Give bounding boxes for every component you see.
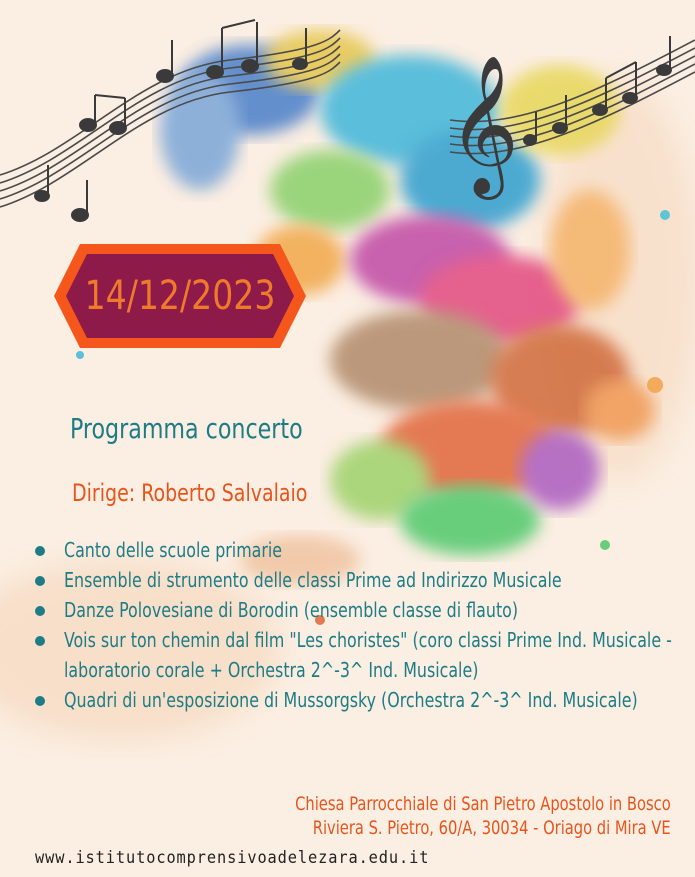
program-item: Danze Polovesiane di Borodin (ensemble classe di flauto) — [30, 595, 690, 625]
bullet-icon — [35, 606, 45, 616]
venue-street: Riviera S. Pietro, 60/A, 30034 - Oriago di Mira VE — [313, 817, 671, 839]
bullet-icon — [35, 576, 45, 586]
treble-clef-icon — [448, 55, 519, 200]
program-item: Canto delle scuole primarie — [30, 535, 690, 565]
program-item: Vois sur ton chemin dal film "Les choristes" (coro classi Prime Ind. Musicale - laboratorio corale + Orchestra 2^-3^ Ind. Musicale) — [30, 625, 690, 685]
bullet-icon — [35, 636, 45, 646]
program-list — [30, 535, 690, 715]
bullet-icon — [35, 546, 45, 556]
venue-name: Chiesa Parrocchiale di San Pietro Apostolo in Bosco — [295, 793, 671, 815]
bullet-icon — [35, 696, 45, 706]
venue-address — [234, 792, 671, 840]
program-item: Ensemble di strumento delle classi Prime ad Indirizzo Musicale — [30, 565, 690, 595]
website-url: www.istitutocomprensivoadelezara.edu.it — [35, 848, 430, 868]
page-title: Programma concerto — [70, 412, 303, 445]
date-badge — [50, 240, 310, 352]
event-date: 14/12/2023 — [84, 273, 276, 319]
conductor-line: Dirige: Roberto Salvalaio — [72, 479, 308, 507]
svg-text:𝄞: 𝄞 — [448, 55, 519, 194]
program-item: Quadri di un'esposizione di Mussorgsky (Orchestra 2^-3^ Ind. Musicale) — [30, 685, 690, 715]
